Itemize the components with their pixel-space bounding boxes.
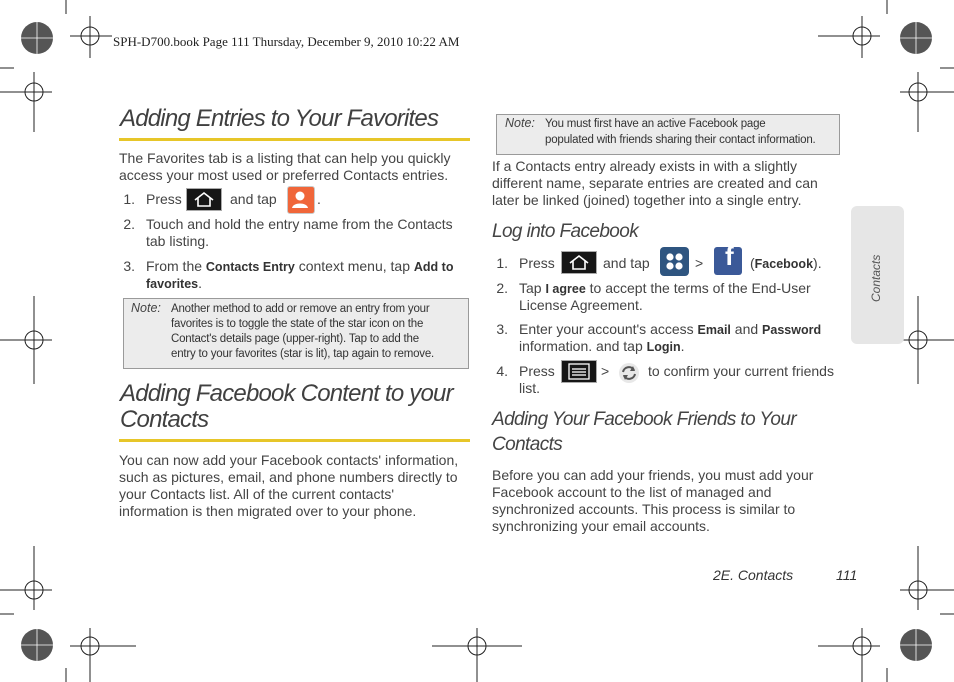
facebook-content-heading-line-1: Adding Facebook Content to your xyxy=(120,380,453,407)
favorites-note: Note: Another method to add or remove an entry from your favorites is to toggle the state of the star icon on the Contact's details page (upper-right). Tap to add the entry to your favorites (star is lit), tap again to remove. xyxy=(123,298,469,369)
facebook-content-body-1: You can now add your Facebook contacts' information, xyxy=(119,452,459,468)
section-side-tab xyxy=(851,206,904,344)
facebook-note: Note: You must first have an active Facebook page populated with friends sharing their contact information. xyxy=(496,114,840,155)
favorites-step-2: 2. Touch and hold the entry name from the Contacts tab listing. xyxy=(123,216,453,249)
favorites-intro-line-2: access your most used or preferred Contacts entries. xyxy=(119,167,449,183)
existing-entry-line-2: different name, separate entries are created and can xyxy=(492,175,818,191)
home-key-icon xyxy=(186,188,222,211)
login-step-1: 1. Press and tap > f (Facebook). xyxy=(492,247,842,277)
favorites-intro-line-1: The Favorites tab is a listing that can help you quickly xyxy=(119,150,451,166)
facebook-content-body-2: such as pictures, email, and phone numbers directly to xyxy=(119,469,458,485)
login-step-4: 4. Press > to confirm your current friends list. xyxy=(492,360,842,400)
login-step-2: 2. Tap I agree to accept the terms of the End-User License Agreement. xyxy=(496,280,811,313)
existing-entry-line-1: If a Contacts entry already exists in with a slightly xyxy=(492,158,798,174)
facebook-icon: f xyxy=(714,247,742,275)
friends-heading-line-2: Contacts xyxy=(492,434,563,455)
friends-heading-line-1: Adding Your Facebook Friends to Your xyxy=(492,409,797,430)
heading-rule xyxy=(119,138,470,141)
favorites-step-1: 1. Press and tap . xyxy=(119,187,469,215)
contacts-app-icon xyxy=(287,186,315,214)
menu-key-icon xyxy=(561,360,597,383)
facebook-content-body-3: your Contacts list. All of the current contacts' xyxy=(119,486,395,502)
friends-body-3: synchronized accounts. This process is similar to xyxy=(492,501,796,517)
sync-icon xyxy=(618,362,640,384)
favorites-step-3: 3. From the Contacts Entry context menu, tap Add to favorites. xyxy=(123,258,454,291)
side-tab-label: Contacts xyxy=(869,254,883,302)
facebook-content-body-4: information is then migrated over to your phone. xyxy=(119,503,417,519)
footer-section: 2E. Contacts xyxy=(713,567,794,583)
facebook-content-heading-line-2: Contacts xyxy=(120,406,209,433)
print-header: SPH-D700.book Page 111 Thursday, December 9, 2010 10:22 AM xyxy=(113,34,460,49)
home-key-icon xyxy=(561,251,597,274)
applications-icon xyxy=(660,247,689,276)
existing-entry-line-3: later be linked (joined) together into a single entry. xyxy=(492,192,802,208)
friends-body-2: Facebook account to the list of managed and xyxy=(492,484,772,500)
login-step-3: 3. Enter your account's access Email and Password information. and tap Login. xyxy=(496,321,822,354)
favorites-heading: Adding Entries to Your Favorites xyxy=(120,105,439,132)
login-heading: Log into Facebook xyxy=(492,221,639,242)
footer-page-number: 111 xyxy=(836,567,858,583)
friends-body-1: Before you can add your friends, you must add your xyxy=(492,467,814,483)
friends-body-4: synchronizing your email accounts. xyxy=(492,518,710,534)
heading-rule xyxy=(119,439,470,442)
